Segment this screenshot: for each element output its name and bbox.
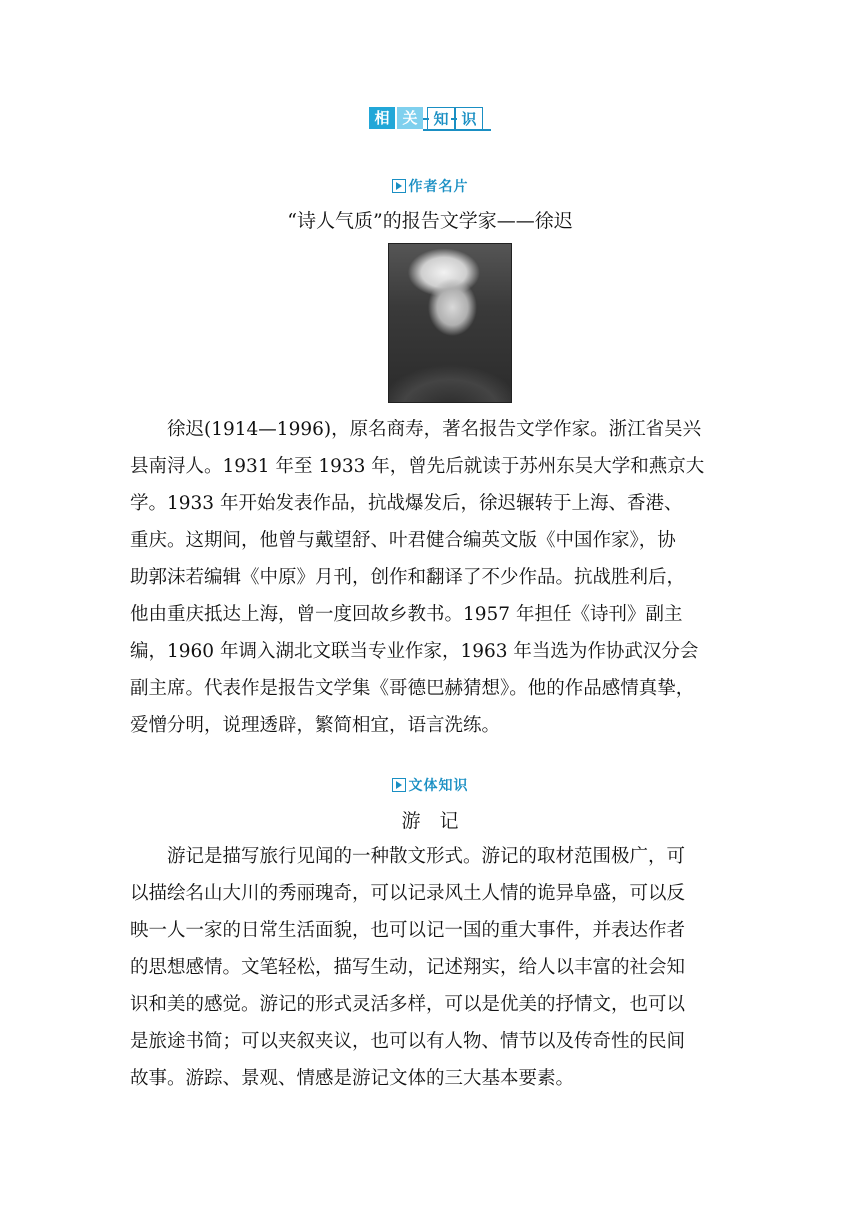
text-line: 编，1960 年调入湖北文联当专业作家，1963 年当选为作协武汉分会 [130,641,699,662]
text-line: 识和美的感觉。游记的形式灵活多样，可以是优美的抒情文，也可以 [130,994,686,1015]
banner-underline [423,129,491,131]
banner-char: 相 [369,107,395,129]
genre-section-label: 文体知识 [0,775,860,795]
text-line: 游记是描写旅行见闻的一种散文形式。游记的取材范围极广，可 [130,846,686,867]
text-line: 映一人一家的日常生活面貌，也可以记一国的重大事件，并表达作者 [130,920,686,941]
text-line: 故事。游踪、景观、情感是游记文体的三大基本要素。 [130,1068,575,1089]
section-banner [369,105,491,133]
text-line: 副主席。代表作是报告文学集《哥德巴赫猜想》。他的作品感情真挚， [130,678,695,699]
author-photo [388,243,512,403]
genre-text [130,838,730,1097]
play-icon [392,179,406,193]
author-bio [130,411,730,744]
author-section-label: 作者名片 [0,176,860,196]
text-line: 爱憎分明，说理透辟，繁简相宜，语言洗练。 [130,715,501,736]
banner-char: 知 [427,107,455,131]
text-line: 以描绘名山大川的秀丽瑰奇，可以记录风土人情的诡异阜盛，可以反 [130,883,686,904]
text-line: 县南浔人。1931 年至 1933 年，曾先后就读于苏州东吴大学和燕京大 [130,456,705,477]
banner-char: 识 [455,107,483,131]
text-line: 学。1933 年开始发表作品，抗战爆发后，徐迟辗转于上海、香港、 [130,493,683,514]
genre-heading: 游 记 [401,810,459,832]
text-line: 重庆。这期间，他曾与戴望舒、叶君健合编英文版《中国作家》，协 [130,530,676,551]
text-line: 徐迟(1914—1996)，原名商寿，著名报告文学作家。浙江省吴兴 [130,419,702,440]
play-icon [392,778,406,792]
text-line: 他由重庆抵达上海，曾一度回故乡教书。1957 年担任《诗刊》副主 [130,604,683,625]
banner-char: 关 [397,107,423,129]
text-line: 是旅途书简；可以夹叙夹议，也可以有人物、情节以及传奇性的民间 [130,1031,686,1052]
text-line: 助郭沫若编辑《中原》月刊，创作和翻译了不少作品。抗战胜利后， [130,567,686,588]
text-line: 的思想感情。文笔轻松，描写生动，记述翔实，给人以丰富的社会知 [130,957,686,978]
author-heading: “诗人气质”的报告文学家——徐迟 [287,210,573,232]
